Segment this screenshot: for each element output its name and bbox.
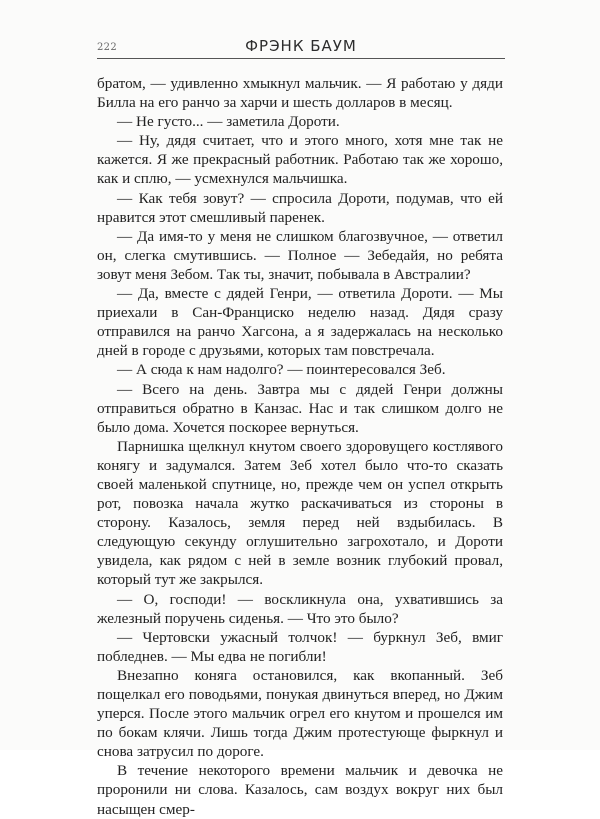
paragraph: — Не густо... — заметила Дороти. [117,113,340,131]
paragraph: — А сюда к нам надолго? — поинтересовался Зеб. [117,361,446,379]
paragraph: — Всего на день. Завтра мы с дядей Генри должны отправиться обратно в Канзас. Нас и так слишком долго не было дома. Хочется поскорее вернуться. [97,380,503,436]
paragraph: — Ну, дядя считает, что и этого много, хотя мне так не кажется. Я же прекрасный работник. Работаю так же хорошо, как и сплю, — усмехнулся мальчишка. [97,132,503,188]
page-header [97,37,505,62]
paragraph: — О, господи! — воскликнула она, ухватившись за железный поручень сиденья. — Что это было? [97,590,503,627]
paragraph: братом, — удивленно хмыкнул мальчик. — Я работаю у дяди Билла на его ранчо за харчи и шесть долларов в месяц. [97,75,503,112]
running-head-author: ФРЭНК БАУМ [245,37,357,55]
paragraph: Внезапно коняга остановился, как вкопанный. Зеб пощелкал его поводьями, понукая двинуться вперед, но Джим уперся. После этого мальчик огрел его кнутом и прошелся им по бокам клячи. Лишь тогда Джим протестующе фыркнул и снова затрусил по дороге. [97,666,503,761]
paragraph: В течение некоторого времени мальчик и девочка не проронили ни слова. Казалось, сам воздух вокруг них был насыщен смер- [97,762,503,818]
paragraph: Парнишка щелкнул кнутом своего здоровущего костлявого конягу и задумался. Затем Зеб хотел было что-то сказать своей маленькой спутнице, но, прежде чем он успел открыть рот, повозка начала жутко раскачиваться из стороны в сторону. Казалось, земля перед ней вздыбилась. В следующую секунду оглушительно загрохотало, и Дороти увидела, как рядом с ней в земле возник глубокий провал, который тут же закрылся. [97,437,503,589]
body-text [97,74,503,819]
paragraph: — Да имя-то у меня не слишком благозвучное, — ответил он, слегка смутившись. — Полное — Зебедайя, но ребята зовут меня Зебом. Так ты, значит, побывала в Австралии? [97,227,503,283]
paragraph: — Чертовски ужасный толчок! — буркнул Зеб, вмиг побледнев. — Мы едва не погибли! [97,628,503,665]
page-number: 222 [97,42,117,53]
header-rule [97,58,505,59]
paragraph: — Да, вместе с дядей Генри, — ответила Дороти. — Мы приехали в Сан-Франциско неделю назад. Дядя сразу отправился на ранчо Хагсона, а я задержалась на несколько дней в городе с друзьями, которых там повстречала. [97,285,503,360]
paragraph: — Как тебя зовут? — спросила Дороти, подумав, что ей нравится этот смешливый паренек. [97,189,503,226]
